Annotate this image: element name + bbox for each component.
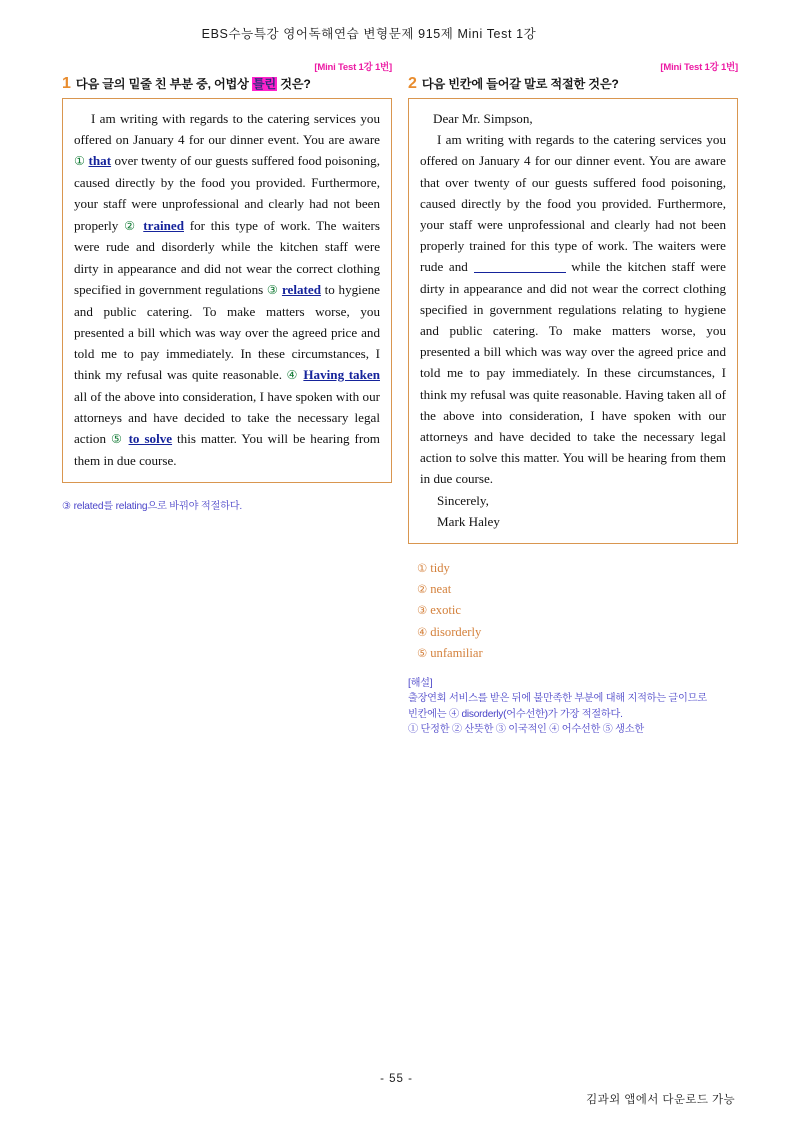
choice-label: exotic xyxy=(430,603,461,618)
choice-marker: ⑤ xyxy=(417,645,428,660)
passage-1-segment-3: for this type of work. The waiters were rude and disorderly while the kitchen staff were dirty in appearance and did not wear the correct clothing specified in government regulations xyxy=(74,217,380,297)
passage-2-signature: Mark Haley xyxy=(437,513,500,529)
underlined-choice-1[interactable]: that xyxy=(88,153,112,169)
passage-1-segment-2: over twenty of our guests suffered food poisoning, caused directly by the food you provided. Furthermore, your staff were unprofessional and clearly had not been properly xyxy=(74,153,380,233)
choice-option[interactable] xyxy=(417,622,738,643)
passage-2-closing: Sincerely, xyxy=(437,492,489,508)
circled-numeral-3: ③ xyxy=(266,282,279,297)
choice-option[interactable] xyxy=(417,600,738,621)
explanation-line-1: 출장연회 서비스를 받은 뒤에 불만족한 부분에 대해 지적하는 글이므로 xyxy=(408,693,707,705)
question-1-passage-text xyxy=(74,108,380,471)
underlined-choice-3[interactable]: related xyxy=(281,281,321,297)
question-1-answer-note: ③ related를 relating으로 바꿔야 적절하다. xyxy=(62,501,243,513)
choice-label: tidy xyxy=(430,561,450,576)
question-1-number: 1 xyxy=(62,75,71,92)
choice-marker: ① xyxy=(417,561,428,576)
underlined-choice-2[interactable]: trained xyxy=(143,217,184,233)
choice-option[interactable] xyxy=(417,579,738,600)
question-1-heading xyxy=(62,75,392,92)
question-2-choices xyxy=(408,558,738,664)
choice-label: unfamiliar xyxy=(430,645,483,660)
passage-2-salutation: Dear Mr. Simpson, xyxy=(433,111,533,126)
explanation-line-2: 빈칸에는 ④ disorderly(어수선한)가 가장 적절하다. xyxy=(408,708,623,720)
explanation-tag: [해설] xyxy=(408,677,433,689)
choice-marker: ④ xyxy=(417,624,428,639)
question-1-passage-box xyxy=(62,98,392,483)
passage-2-body-part-2: while the kitchen staff were dirty in appearance and did not wear the correct clothing specified in government regulations relating to hygiene and public catering. To make matters worse, you presented a bill which was way over the agreed price and told me to pay immediately. In these circumstances, I think my refusal was quite reasonable. Having taken all of the above into consideration, I have spoken with our attorneys and have decided to take the necessary legal action to solve this matter. You will be hearing from them in due course. xyxy=(420,259,726,487)
underlined-choice-5[interactable]: to solve xyxy=(128,431,173,447)
passage-1-segment-1: I am writing with regards to the catering services you offered on January 4 for our dinner event. You are aware xyxy=(74,111,380,148)
question-2-passage-box xyxy=(408,98,738,544)
choice-marker: ③ xyxy=(417,603,428,618)
choice-option[interactable] xyxy=(417,643,738,664)
choice-marker: ② xyxy=(417,582,428,597)
question-1-prompt xyxy=(76,75,311,92)
circled-numeral-2: ② xyxy=(124,218,138,233)
question-1-column xyxy=(62,62,392,515)
page-header: EBS수능특강 영어독해연습 변형문제 915제 Mini Test 1강 xyxy=(201,27,537,41)
mini-test-tag-1: [Mini Test 1강 1번] xyxy=(314,62,392,73)
question-2-column xyxy=(408,62,738,738)
fill-in-blank[interactable] xyxy=(474,272,566,273)
passage-1-segment-4: to hygiene and public catering. To make matters worse, you presented a bill which was way over the agreed price and told me to pay immediately. In these circumstances, I think my refusal was quite reasonable. xyxy=(74,281,380,383)
question-1-prompt-highlight: 틀린 xyxy=(252,77,277,91)
question-1-prompt-after: 것은? xyxy=(277,77,311,91)
passage-2-body-part-1: I am writing with regards to the catering services you offered on January 4 for our dinner event. You are aware that over twenty of our guests suffered food poisoning, caused directly by the food you provided. Furthermore, your staff were unprofessional and clearly had not been properly trained for this type of work. The waiters were rude and xyxy=(420,132,726,275)
choice-label: neat xyxy=(430,582,452,597)
explanation-line-3: ① 단정한 ② 산뜻한 ③ 이국적인 ④ 어수선한 ⑤ 생소한 xyxy=(408,724,644,736)
circled-numeral-5: ⑤ xyxy=(110,432,124,447)
choice-option[interactable] xyxy=(417,558,738,579)
page-number: - 55 - xyxy=(380,1073,413,1085)
question-2-heading xyxy=(408,75,738,92)
underlined-choice-4[interactable]: Having taken xyxy=(303,367,380,383)
question-2-number: 2 xyxy=(408,75,417,92)
circled-numeral-4: ④ xyxy=(286,368,299,383)
question-2-prompt: 다음 빈칸에 들어갈 말로 적절한 것은? xyxy=(421,77,619,91)
question-1-prompt-before: 다음 글의 밑줄 친 부분 중, 어법상 xyxy=(75,77,252,91)
mini-test-tag-2: [Mini Test 1강 1번] xyxy=(660,62,738,73)
passage-1-segment-5: all of the above into consideration, I have spoken with our attorneys and have decided to take the necessary legal action xyxy=(74,388,380,447)
choice-label: disorderly xyxy=(430,624,482,639)
circled-numeral-1: ① xyxy=(74,154,86,169)
passage-1-segment-6: this matter. You will be hearing from them in due course. xyxy=(74,431,380,469)
passage-2-body xyxy=(420,129,726,489)
question-2-explanation xyxy=(408,676,738,738)
footer-note: 김과외 앱에서 다운로드 가능 xyxy=(586,1094,735,1106)
